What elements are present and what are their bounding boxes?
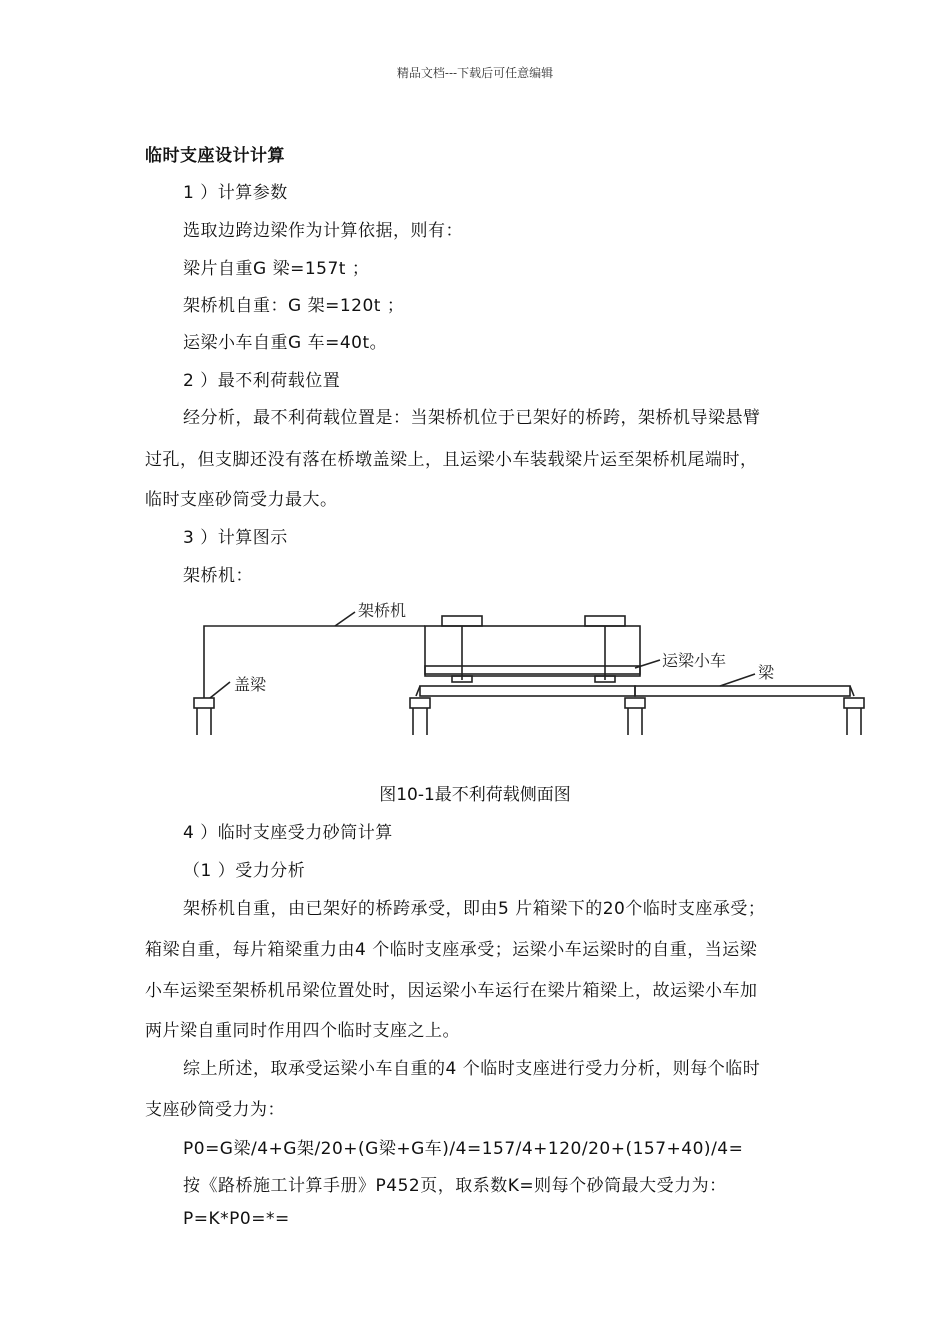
text-line: 过孔，但支脚还没有落在桥墩盖梁上，且运梁小车装载梁片运至架桥机尾端时， (145, 450, 758, 470)
text-line: 经分析，最不利荷载位置是：当架桥机位于已架好的桥跨，架桥机导梁悬臂 (183, 408, 761, 428)
text-line: 架桥机自重，由已架好的桥跨承受，即由5 片箱梁下的20个临时支座承受； (183, 899, 766, 919)
side-view-diagram (180, 590, 870, 740)
label-crane: 架桥机 (358, 601, 407, 620)
text-line: 运梁小车自重G 车=40t。 (183, 333, 388, 353)
pier (844, 698, 864, 708)
text-line: 3 ）计算图示 (183, 528, 288, 548)
text-line: 1 ）计算参数 (183, 183, 288, 203)
text-line: 临时支座砂筒受力最大。 (145, 490, 338, 510)
label-trolley: 运梁小车 (662, 651, 727, 670)
text-line: 梁片自重G 梁=157t ； (183, 259, 370, 279)
page-header: 精品文档---下载后可任意编辑 (396, 66, 554, 80)
text-line: 架桥机自重：G 架=120t ； (183, 296, 405, 316)
crane-top-block (442, 616, 482, 626)
text-line: 2 ）最不利荷载位置 (183, 371, 341, 391)
text-line: 支座砂筒受力为： (145, 1100, 285, 1120)
formula-line: P0=G梁/4+G架/20+(G梁+G车)/4=157/4+120/20+(157+40)/4= (183, 1139, 744, 1159)
text-line: 两片梁自重同时作用四个临时支座之上。 (145, 1021, 460, 1041)
beam-span-2 (635, 686, 850, 696)
text-line: 综上所述，取承受运梁小车自重的4 个临时支座进行受力分析，则每个临时 (183, 1059, 761, 1079)
label-cap-beam: 盖梁 (234, 675, 267, 694)
label-beam: 梁 (758, 663, 775, 682)
figure-caption: 图10-1最不利荷载侧面图 (379, 785, 571, 805)
pier (625, 698, 645, 708)
text-line: 按《路桥施工计算手册》P452页，取系数K=则每个砂筒最大受力为： (183, 1176, 727, 1196)
beam-span-1 (420, 686, 635, 696)
crane-top-block (585, 616, 625, 626)
text-line: 小车运梁至架桥机吊梁位置处时，因运梁小车运行在梁片箱梁上，故运梁小车加 (145, 981, 758, 1001)
section-title: 临时支座设计计算 (145, 146, 285, 166)
formula-line: P=K*P0=*= (183, 1209, 290, 1229)
cap-beam-pier (194, 698, 214, 708)
text-line: 架桥机： (183, 566, 253, 586)
pier (410, 698, 430, 708)
text-line: （1 ）受力分析 (183, 861, 306, 881)
text-line: 选取边跨边梁作为计算依据，则有： (183, 221, 463, 241)
text-line: 箱梁自重，每片箱梁重力由4 个临时支座承受；运梁小车运梁时的自重，当运梁 (145, 940, 758, 960)
text-line: 4 ）临时支座受力砂筒计算 (183, 823, 393, 843)
